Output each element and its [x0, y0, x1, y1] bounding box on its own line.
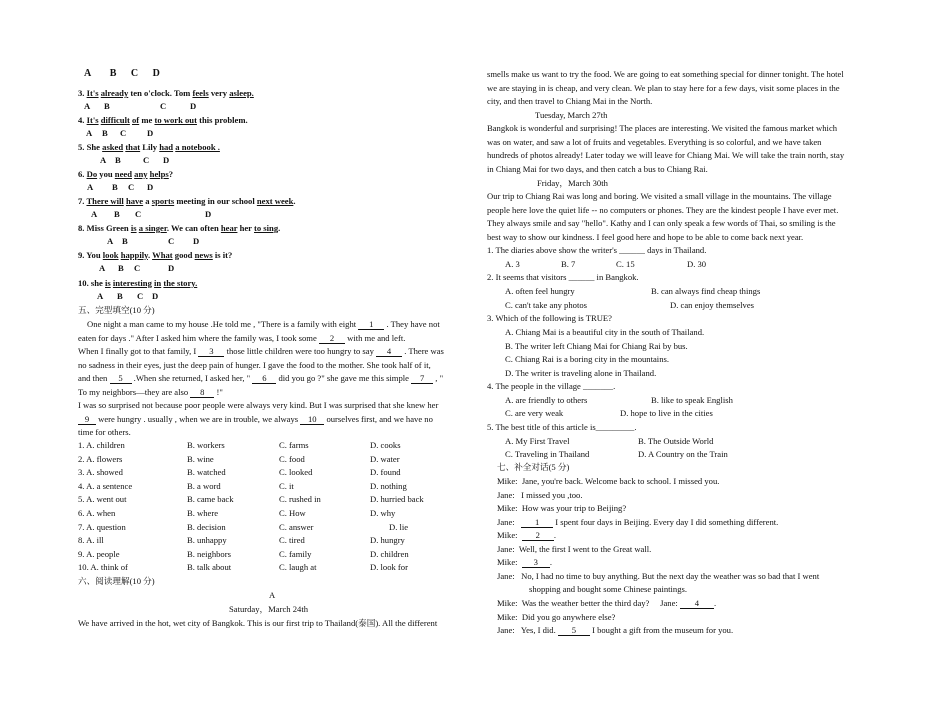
- answer-option[interactable]: B. like to speak English: [651, 395, 733, 405]
- choice-letter: B: [117, 291, 123, 301]
- sentence-text: Miss Green: [86, 223, 131, 233]
- cloze-option[interactable]: D. children: [370, 548, 409, 559]
- underlined-segment: have: [125, 196, 144, 206]
- cloze-option[interactable]: C. it: [279, 480, 294, 491]
- underlined-segment: a notebook .: [175, 142, 220, 152]
- dialog-line: Jane: 1 I spent four days in Beijing. Every day I did something different.: [497, 517, 779, 527]
- dialog-line: Jane: I missed you ,too.: [497, 490, 583, 500]
- underlined-segment: Do: [86, 169, 98, 179]
- sentence-text: her: [237, 223, 254, 233]
- passage-line: people here love the quiet life -- no computers or phones. They are the kindest people I have ever met.: [487, 205, 839, 215]
- question-stem: 4. The people in the village _______.: [487, 381, 616, 391]
- underlined-segment: There will: [86, 196, 124, 206]
- cloze-option[interactable]: 9. A. people: [78, 548, 120, 559]
- passage-line: hundreds of photos already! Later today we will leave for Chiang Mai. We will take the train north, stay: [487, 150, 845, 160]
- error-sentence: [78, 250, 232, 261]
- cloze-option[interactable]: C. food: [279, 453, 305, 464]
- cloze-option[interactable]: 8. A. ill: [78, 535, 104, 546]
- choice-letter: D: [168, 263, 175, 273]
- cloze-option[interactable]: C. tired: [279, 535, 305, 546]
- passage-label: A: [269, 590, 276, 600]
- underlined-segment: feels: [192, 88, 209, 98]
- blank-5[interactable]: 5: [110, 374, 132, 384]
- blank-10[interactable]: 10: [300, 415, 324, 425]
- dialog-blank-3[interactable]: 3: [522, 558, 550, 568]
- dialog-blank-5[interactable]: 5: [558, 626, 590, 636]
- letter-a: A: [84, 68, 92, 79]
- underlined-segment: of: [132, 115, 140, 125]
- blank-7[interactable]: 7: [411, 374, 433, 384]
- choice-letter: C: [120, 128, 127, 138]
- dialog-blank-2[interactable]: 2: [522, 531, 554, 541]
- cloze-option[interactable]: 2. A. flowers: [78, 453, 123, 464]
- answer-option[interactable]: B. The writer left Chiang Mai for Chiang Rai by bus.: [505, 341, 688, 351]
- error-sentence: [78, 278, 197, 289]
- sentence-text: this problem.: [196, 115, 248, 125]
- dialog-line: Mike: How was your trip to Beijing?: [497, 503, 627, 513]
- underlined-segment: It's: [86, 115, 99, 125]
- choice-letter: A: [107, 236, 114, 246]
- answer-option[interactable]: D. hope to live in the cities: [620, 408, 713, 418]
- cloze-option[interactable]: D. nothing: [370, 480, 407, 491]
- cloze-paragraph-line: 9 were hungry . usually , when we are in trouble, we always 10 ourselves first, and we have no: [78, 414, 433, 425]
- choice-letter: D: [163, 155, 170, 165]
- cloze-option[interactable]: 10. A. think of: [78, 562, 128, 573]
- cloze-option[interactable]: B. decision: [187, 521, 226, 532]
- letter-d: D: [152, 68, 160, 79]
- passage-line: smells make us want to try the food. We are going to eat something special for dinner tonight. The hotel: [487, 69, 844, 79]
- cloze-option[interactable]: C. rushed in: [279, 494, 321, 505]
- cloze-paragraph-line: To my neighbors—they are also 8 !": [78, 387, 223, 397]
- underlined-segment: had: [159, 142, 174, 152]
- cloze-option[interactable]: 6. A. when: [78, 508, 116, 518]
- question-stem: 1. The diaries above show the writer's ______ days in Thailand.: [487, 245, 707, 255]
- answer-option[interactable]: C. Traveling in Thailand: [505, 449, 590, 459]
- choice-letter: C: [143, 155, 150, 165]
- passage-line: We have arrived in the hot, wet city of Bangkok. This is our first trip to Thailand(泰国). All the different: [78, 618, 438, 628]
- underlined-segment: to sing: [254, 223, 279, 233]
- dialog-line: Mike: Jane, you're back. Welcome back to school. I missed you.: [497, 476, 720, 486]
- passage-line: They always smile and say "hello". Kathy and I can only speak a few words of Thai, so smiling is the: [487, 218, 836, 228]
- underlined-segment: a singer: [138, 223, 167, 233]
- choice-letter: B: [115, 155, 121, 165]
- choice-letter: A: [99, 263, 106, 273]
- blank-9[interactable]: 9: [78, 415, 96, 425]
- cloze-option[interactable]: 4. A. a sentence: [78, 480, 133, 491]
- reading-heading: 六、阅读理解(10 分): [78, 576, 155, 586]
- cloze-option[interactable]: B. came back: [187, 494, 234, 505]
- answer-option[interactable]: C. Chiang Rai is a boring city in the mountains.: [505, 354, 669, 364]
- sentence-text: meeting in our school: [174, 196, 257, 206]
- question-number: 10.: [78, 278, 89, 288]
- underlined-segment: the story.: [163, 278, 198, 288]
- underlined-segment: sports: [151, 196, 175, 206]
- cloze-option[interactable]: D. lie: [389, 521, 409, 532]
- choice-letter: D: [193, 236, 200, 246]
- choice-letter: C: [134, 263, 141, 273]
- error-sentence: [78, 196, 296, 207]
- passage-line: best way to show our kindness. I feel good here and hope to be able to come back next year.: [487, 232, 804, 242]
- cloze-paragraph-line: and then 5 .When she returned, I asked her, " 6 did you go ?" she gave me this simple 7 , ": [78, 373, 444, 383]
- sentence-text: me: [139, 115, 155, 125]
- choice-letter: A: [91, 209, 98, 219]
- choice-letter: B: [102, 128, 108, 138]
- cloze-option[interactable]: B. neighbors: [187, 548, 231, 559]
- blank-8[interactable]: 8: [190, 388, 214, 398]
- cloze-option[interactable]: C. family: [279, 548, 312, 559]
- underlined-segment: helps: [149, 169, 169, 179]
- passage-line: city, and then travel to Chiang Mai in the North.: [487, 96, 653, 106]
- cloze-heading: 五、完型填空(10 分): [78, 305, 155, 315]
- cloze-paragraph-line: time for others.: [78, 427, 131, 437]
- answer-option[interactable]: B. can always find cheap things: [651, 286, 761, 296]
- question-number: 5.: [78, 142, 85, 152]
- question-number: 4.: [78, 115, 85, 125]
- answer-option[interactable]: D. can enjoy themselves: [670, 300, 755, 310]
- choice-letter: D: [147, 128, 154, 138]
- cloze-option[interactable]: D. water: [370, 453, 400, 464]
- sentence-text: . We can often: [166, 223, 221, 233]
- blank-2[interactable]: 2: [319, 334, 345, 344]
- underlined-segment: next week: [256, 196, 294, 206]
- error-sentence: [78, 142, 220, 153]
- underlined-segment: is: [130, 223, 137, 233]
- blank-1[interactable]: 1: [358, 320, 384, 330]
- underlined-segment: need: [114, 169, 132, 179]
- cloze-option[interactable]: D. hungry: [370, 535, 405, 546]
- question-number: 3.: [78, 88, 85, 98]
- answer-option[interactable]: B. 7: [561, 259, 576, 269]
- choice-letter: B: [118, 263, 124, 273]
- cloze-paragraph-line: I was so surprised not because poor people were always very kind. But I was surprised that she knew her: [78, 400, 439, 410]
- dialog-line: Mike: 2 .: [497, 530, 556, 540]
- cloze-paragraph-line: eaten for days ." After I asked him where the family was, I took some 2 with me and left.: [78, 333, 406, 343]
- right-column: [475, 0, 950, 704]
- answer-option[interactable]: A. 3: [505, 259, 520, 269]
- dialog-line: Mike: Did you go anywhere else?: [497, 612, 616, 622]
- cloze-option[interactable]: D. found: [370, 467, 401, 478]
- cloze-option[interactable]: C. looked: [279, 467, 313, 478]
- passage-line: was on water, and saw a lot of fruits and vegetables. Everything is so colorful, and we have taken: [487, 137, 822, 147]
- cloze-option[interactable]: C. laugh at: [279, 562, 317, 573]
- choice-letter: A: [84, 101, 91, 111]
- underlined-segment: What: [152, 250, 173, 260]
- sentence-text: .: [147, 250, 153, 260]
- diary-date: Saturday，March 24th: [229, 604, 308, 614]
- cloze-option[interactable]: D. hurried back: [370, 494, 424, 505]
- underlined-segment: asked: [102, 142, 124, 152]
- answer-option[interactable]: C. are very weak: [505, 408, 564, 418]
- answer-option[interactable]: A. My First Travel: [505, 436, 570, 446]
- underlined-segment: hear: [220, 223, 238, 233]
- choice-letter: C: [168, 236, 175, 246]
- cloze-paragraph-line: One night a man came to my house .He told me , "There is a family with eight 1 . They have not: [87, 319, 440, 329]
- cloze-option[interactable]: B. workers: [187, 440, 225, 450]
- dialog-line: Jane: Well, the first I went to the Great wall.: [497, 544, 652, 554]
- sentence-text: You: [86, 250, 103, 260]
- choice-letter: B: [104, 101, 110, 111]
- cloze-option[interactable]: B. talk about: [187, 562, 232, 573]
- choice-letter: A: [97, 291, 104, 301]
- question-number: 6.: [78, 169, 85, 179]
- letter-c: C: [130, 68, 139, 79]
- dialog-heading: 七、补全对话(5 分): [497, 462, 570, 472]
- blank-4[interactable]: 4: [376, 347, 402, 357]
- diary-date: Friday，March 30th: [537, 178, 608, 188]
- sentence-text: good: [172, 250, 195, 260]
- choice-letter: C: [128, 182, 135, 192]
- dialog-line: Mike: Was the weather better the third day? Jane: 4 .: [497, 598, 717, 608]
- sentence-text: is it?: [212, 250, 233, 260]
- underlined-segment: It's: [86, 88, 99, 98]
- choice-letter: A: [87, 182, 94, 192]
- underlined-segment: is: [105, 278, 111, 288]
- error-sentence: [78, 223, 280, 234]
- cloze-paragraph-line: no sadness in their eyes, just the deep pain of hunger. I gave the food to the mother. She took half of it,: [78, 360, 431, 370]
- choice-letter: C: [137, 291, 144, 301]
- dialog-blank-4[interactable]: 4: [680, 599, 714, 609]
- question-number: 8.: [78, 223, 85, 233]
- question-number: 9.: [78, 250, 85, 260]
- sentence-text: you: [97, 169, 115, 179]
- cloze-option[interactable]: B. a word: [187, 480, 221, 491]
- cloze-option[interactable]: B. wine: [187, 453, 214, 464]
- underlined-segment: asleep.: [229, 88, 254, 98]
- underlined-segment: look: [102, 250, 119, 260]
- passage-line: Our trip to Chiang Rai was long and boring. We visited a small village in the mountains. The village: [487, 191, 832, 201]
- cloze-option[interactable]: 5. A. went out: [78, 494, 127, 505]
- answer-option[interactable]: D. A Country on the Train: [638, 449, 728, 459]
- cloze-option[interactable]: D. why: [370, 508, 396, 518]
- cloze-option[interactable]: 7. A. question: [78, 521, 126, 532]
- dialog-line: shopping and bought some Chinese paintings.: [529, 584, 688, 594]
- underlined-segment: interesting: [112, 278, 152, 288]
- sentence-text: she: [90, 278, 105, 288]
- choice-letter: D: [152, 291, 159, 301]
- choice-letter: C: [160, 101, 167, 111]
- sentence-text: .: [293, 196, 296, 206]
- choice-letter: C: [135, 209, 142, 219]
- underlined-segment: happily: [120, 250, 148, 260]
- error-sentence: [78, 115, 248, 126]
- underlined-segment: news: [194, 250, 213, 260]
- cloze-option[interactable]: C. How: [279, 508, 306, 518]
- answer-option[interactable]: D. 30: [687, 259, 707, 269]
- answer-option[interactable]: D. The writer is traveling alone in Thailand.: [505, 368, 657, 378]
- cloze-paragraph-line: When I finally got to that family, I 3 those little children were too hungry to say 4 . There was: [78, 346, 444, 356]
- answer-option[interactable]: A. Chiang Mai is a beautiful city in the south of Thailand.: [505, 327, 705, 337]
- question-stem: 5. The best title of this article is_________.: [487, 422, 637, 432]
- answer-option[interactable]: A. often feel hungry: [505, 286, 575, 296]
- error-sentence: [78, 169, 173, 180]
- cloze-option[interactable]: B. watched: [187, 467, 226, 478]
- choice-letter: D: [190, 101, 197, 111]
- choice-letter: D: [205, 209, 212, 219]
- choice-letter: B: [112, 182, 118, 192]
- cloze-option[interactable]: 3. A. showed: [78, 467, 123, 478]
- passage-line: we are staying in is cheap, and very clean. We plan to stay here for a few days, visit some places in the: [487, 83, 840, 93]
- choice-letter: A: [100, 155, 107, 165]
- answer-option[interactable]: B. The Outside World: [638, 436, 714, 446]
- letter-b: B: [109, 68, 117, 79]
- dialog-line: Mike: 3 .: [497, 557, 552, 567]
- diary-date: Tuesday, March 27th: [535, 110, 608, 120]
- underlined-segment: difficult: [100, 115, 130, 125]
- cloze-option[interactable]: C. farms: [279, 440, 309, 450]
- cloze-option[interactable]: C. answer: [279, 521, 314, 532]
- sentence-text: very: [208, 88, 230, 98]
- underlined-segment: any: [134, 169, 148, 179]
- underlined-segment: to work out: [154, 115, 197, 125]
- passage-line: in Chiang Mai for two days, and then catch a bus to Chiang Rai.: [487, 164, 708, 174]
- dialog-line: Jane: Yes, I did. 5 I bought a gift from the museum for you.: [497, 625, 734, 635]
- sentence-text: ten o'clock. Tom: [128, 88, 193, 98]
- cloze-option[interactable]: B. unhappy: [187, 535, 227, 546]
- sentence-text: ?: [168, 169, 174, 179]
- choice-letter: D: [147, 182, 154, 192]
- dialog-blank-1[interactable]: 1: [521, 518, 553, 528]
- cloze-option[interactable]: B. where: [187, 508, 219, 518]
- passage-line: Bangkok is wonderful and surprising! The places are interesting. We visited the famous market which: [487, 123, 838, 133]
- sentence-text: She: [86, 142, 103, 152]
- underlined-segment: already: [100, 88, 129, 98]
- answer-option[interactable]: A. are friendly to others: [505, 395, 588, 405]
- cloze-option[interactable]: D. look for: [370, 562, 408, 573]
- cloze-option[interactable]: D. cooks: [370, 440, 401, 450]
- blank-6[interactable]: 6: [252, 374, 276, 384]
- dialog-line: Jane: No, I had no time to buy anything. But the next day the weather was so bad that I went: [497, 571, 820, 581]
- question-number: 7.: [78, 196, 85, 206]
- choice-letter: A: [86, 128, 93, 138]
- question-stem: 2. It seems that visitors ______ in Bangkok.: [487, 272, 639, 282]
- answer-option[interactable]: C. 15: [616, 259, 635, 269]
- blank-3[interactable]: 3: [198, 347, 224, 357]
- question-stem: 3. Which of the following is TRUE?: [487, 313, 612, 323]
- top-answer-letters: [84, 68, 160, 79]
- error-sentence: [78, 88, 254, 99]
- underlined-segment: in: [154, 278, 162, 288]
- underlined-segment: that: [125, 142, 141, 152]
- sentence-text: .: [278, 223, 281, 233]
- cloze-option[interactable]: 1. A. children: [78, 440, 125, 450]
- sentence-text: a: [143, 196, 152, 206]
- choice-letter: B: [114, 209, 120, 219]
- answer-option[interactable]: C. can't take any photos: [505, 300, 587, 310]
- choice-letter: B: [122, 236, 128, 246]
- sentence-text: Lily: [140, 142, 160, 152]
